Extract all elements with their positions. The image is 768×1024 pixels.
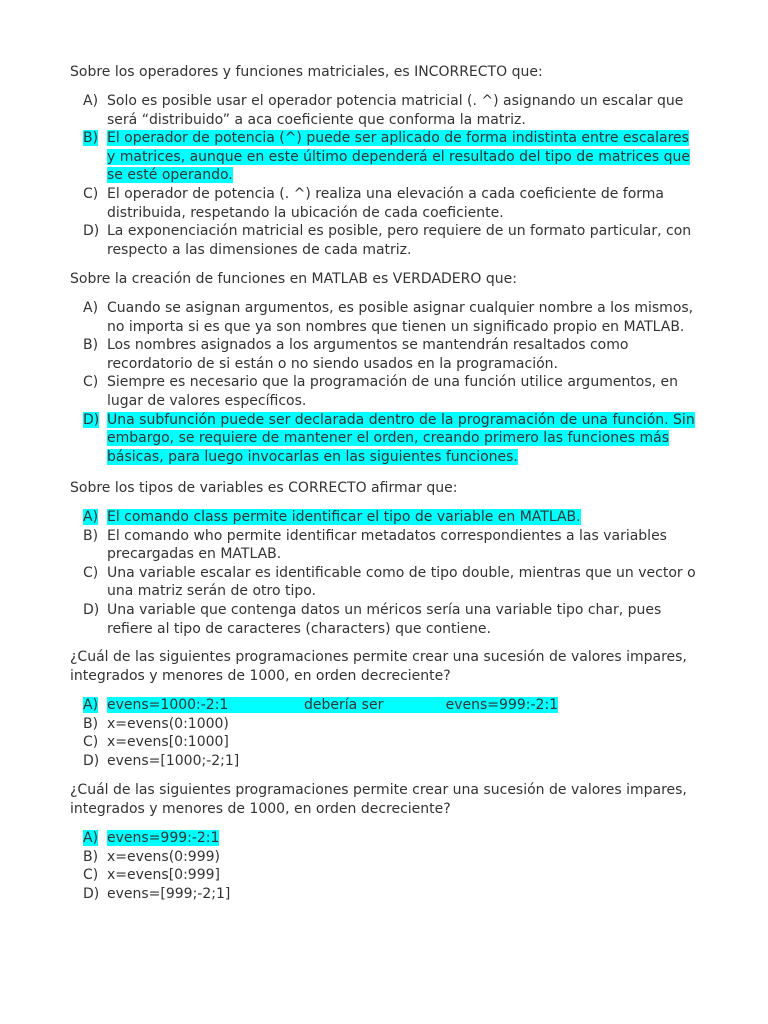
option-text bbox=[107, 336, 710, 373]
option-item bbox=[70, 696, 710, 715]
question-stem: Sobre los tipos de variables es CORRECTO afirmar que: bbox=[70, 480, 458, 496]
option-line bbox=[107, 336, 710, 355]
option-item bbox=[70, 185, 710, 222]
option-text bbox=[107, 696, 710, 715]
option-line bbox=[107, 318, 710, 337]
option-item bbox=[70, 411, 710, 467]
option-letter bbox=[70, 299, 107, 336]
option-line-text: refiere al tipo de caracteres (characters) que contiene. bbox=[107, 620, 491, 637]
option-line bbox=[107, 299, 710, 318]
option-line bbox=[107, 620, 710, 639]
option-line-text: se esté operando. bbox=[107, 167, 233, 184]
option-line bbox=[107, 885, 710, 904]
option-item bbox=[70, 373, 710, 410]
option-line bbox=[107, 129, 710, 148]
option-line bbox=[107, 241, 710, 260]
option-text bbox=[107, 866, 710, 885]
option-line-text: lugar de valores específicos. bbox=[107, 392, 307, 409]
option-letter bbox=[70, 129, 107, 185]
option-letter bbox=[70, 601, 107, 638]
option-item bbox=[70, 564, 710, 601]
option-text bbox=[107, 715, 710, 734]
option-letter-text: B) bbox=[83, 848, 99, 865]
option-letter bbox=[70, 222, 107, 259]
question-stem: Sobre la creación de funciones en MATLAB es VERDADERO que: bbox=[70, 271, 517, 287]
option-text bbox=[107, 185, 710, 222]
option-line-text: embargo, se requiere de mantener el orden, creando primero las funciones más bbox=[107, 430, 670, 447]
option-letter-text: A) bbox=[83, 830, 99, 846]
option-line-text: no importa si es que ya son nombres que tienen un significado propio en MATLAB. bbox=[107, 318, 685, 335]
option-text bbox=[107, 885, 710, 904]
option-line-text: Una variable escalar es identificable como de tipo double, mientras que un vector o bbox=[107, 564, 696, 581]
option-line bbox=[107, 508, 710, 527]
option-letter-text: A) bbox=[83, 509, 99, 525]
option-line-text: Una variable que contenga datos un méricos sería una variable tipo char, pues bbox=[107, 601, 662, 618]
option-line bbox=[107, 185, 710, 204]
option-line-text: evens=999:-2:1 bbox=[107, 830, 220, 846]
option-text bbox=[107, 564, 710, 601]
option-line bbox=[107, 752, 710, 771]
option-line bbox=[107, 545, 710, 564]
option-letter-text: B) bbox=[83, 130, 99, 147]
option-item bbox=[70, 299, 710, 336]
question-stem: ¿Cuál de las siguientes programaciones permite crear una sucesión de valores impares, integrados y menores de 1000, en orden decreciente? bbox=[70, 782, 687, 817]
option-item bbox=[70, 866, 710, 885]
option-text bbox=[107, 92, 710, 129]
option-line-text: x=evens[0:1000] bbox=[107, 734, 229, 751]
option-letter-text: A) bbox=[83, 697, 99, 713]
option-line-text: Cuando se asignan argumentos, es posible asignar cualquier nombre a los mismos, bbox=[107, 300, 694, 316]
option-letter bbox=[70, 527, 107, 564]
question-stem: Sobre los operadores y funciones matriciales, es INCORRECTO que: bbox=[70, 64, 543, 80]
question-1 bbox=[70, 63, 710, 259]
option-line bbox=[107, 373, 710, 392]
option-item bbox=[70, 829, 710, 848]
option-line-text: x=evens(0:999) bbox=[107, 848, 220, 865]
option-letter-text: D) bbox=[83, 601, 100, 618]
option-letter-text: C) bbox=[83, 867, 99, 884]
option-letter bbox=[70, 373, 107, 410]
options-list bbox=[70, 299, 710, 466]
option-letter-text: A) bbox=[83, 93, 99, 109]
option-line bbox=[107, 222, 710, 241]
option-line bbox=[107, 429, 710, 448]
option-item bbox=[70, 508, 710, 527]
option-item bbox=[70, 92, 710, 129]
option-line bbox=[107, 527, 710, 546]
option-line bbox=[107, 355, 710, 374]
option-line bbox=[107, 564, 710, 583]
option-letter bbox=[70, 411, 107, 467]
option-item bbox=[70, 752, 710, 771]
option-line bbox=[107, 411, 710, 430]
question-5 bbox=[70, 781, 710, 903]
option-letter-text: C) bbox=[83, 564, 99, 581]
option-line bbox=[107, 715, 710, 734]
option-letter-text: C) bbox=[83, 374, 99, 391]
option-letter-text: B) bbox=[83, 337, 99, 354]
option-line-text: Siempre es necesario que la programación de una función utilice argumentos, en bbox=[107, 374, 679, 391]
question-stem: ¿Cuál de las siguientes programaciones permite crear una sucesión de valores impares, integrados y menores de 1000, en orden decreciente? bbox=[70, 649, 687, 684]
option-letter bbox=[70, 885, 107, 904]
option-text bbox=[107, 848, 710, 867]
option-item bbox=[70, 715, 710, 734]
option-line bbox=[107, 601, 710, 620]
question-2 bbox=[70, 270, 710, 466]
option-item bbox=[70, 848, 710, 867]
options-list bbox=[70, 829, 710, 903]
option-letter-text: D) bbox=[83, 885, 100, 902]
option-letter bbox=[70, 733, 107, 752]
option-line-text: El comando class permite identificar el tipo de variable en MATLAB. bbox=[107, 509, 581, 525]
option-line bbox=[107, 204, 710, 223]
question-3 bbox=[70, 479, 710, 638]
option-line-text: precargadas en MATLAB. bbox=[107, 546, 282, 563]
option-line-text: El operador de potencia (^) puede ser aplicado de forma indistinta entre escalares bbox=[107, 130, 689, 147]
option-letter bbox=[70, 848, 107, 867]
option-line-text: Una subfunción puede ser declarada dentro de la programación de una función. Sin bbox=[107, 411, 695, 428]
option-line-text: evens=1000:-2:1 debería ser evens=999:-2:1 bbox=[107, 697, 559, 713]
option-line-text: y matrices, aunque en este último dependerá el resultado del tipo de matrices que bbox=[107, 148, 690, 165]
option-text bbox=[107, 508, 710, 527]
option-letter-text: D) bbox=[83, 752, 100, 769]
option-line bbox=[107, 166, 710, 185]
option-letter bbox=[70, 564, 107, 601]
option-item bbox=[70, 601, 710, 638]
option-text bbox=[107, 299, 710, 336]
options-list bbox=[70, 696, 710, 770]
option-letter-text: B) bbox=[83, 715, 99, 732]
option-letter bbox=[70, 185, 107, 222]
option-line-text: recordatorio de si están o no siendo usados en la programación. bbox=[107, 355, 558, 372]
option-letter-text: D) bbox=[83, 223, 100, 240]
option-item bbox=[70, 222, 710, 259]
option-item bbox=[70, 885, 710, 904]
option-text bbox=[107, 829, 710, 848]
option-line-text: Los nombres asignados a los argumentos se mantendrán resaltados como bbox=[107, 337, 629, 354]
option-line bbox=[107, 582, 710, 601]
option-letter bbox=[70, 752, 107, 771]
option-letter-text: C) bbox=[83, 734, 99, 751]
options-list bbox=[70, 92, 710, 259]
option-item bbox=[70, 733, 710, 752]
option-line-text: El comando who permite identificar metadatos correspondientes a las variables bbox=[107, 527, 667, 544]
option-item bbox=[70, 129, 710, 185]
option-text bbox=[107, 222, 710, 259]
option-text bbox=[107, 527, 710, 564]
option-letter-text: D) bbox=[83, 411, 100, 428]
option-letter bbox=[70, 92, 107, 129]
option-line-text: x=evens[0:999] bbox=[107, 867, 220, 884]
option-line-text: una matriz serán de otro tipo. bbox=[107, 583, 316, 600]
option-line-text: evens=[999;-2;1] bbox=[107, 885, 231, 902]
option-text bbox=[107, 752, 710, 771]
option-text bbox=[107, 129, 710, 185]
option-text bbox=[107, 373, 710, 410]
option-text bbox=[107, 733, 710, 752]
option-letter bbox=[70, 829, 107, 848]
option-letter bbox=[70, 508, 107, 527]
options-list bbox=[70, 508, 710, 638]
option-text bbox=[107, 601, 710, 638]
option-letter-text: A) bbox=[83, 300, 99, 316]
option-letter-text: B) bbox=[83, 527, 99, 544]
option-line-text: El operador de potencia (. ^) realiza una elevación a cada coeficiente de forma bbox=[107, 185, 664, 202]
option-line-text: básicas, para luego invocarlas en las siguientes funciones. bbox=[107, 448, 518, 465]
option-line bbox=[107, 92, 710, 111]
option-line bbox=[107, 733, 710, 752]
option-line-text: Solo es posible usar el operador potencia matricial (. ^) asignando un escalar que bbox=[107, 93, 684, 109]
option-item bbox=[70, 527, 710, 564]
option-line-text: La exponenciación matricial es posible, pero requiere de un formato particular, con bbox=[107, 223, 692, 240]
question-4 bbox=[70, 648, 710, 770]
option-line-text: respecto a las dimensiones de cada matriz. bbox=[107, 241, 412, 258]
option-line bbox=[107, 392, 710, 411]
option-line bbox=[107, 866, 710, 885]
option-letter bbox=[70, 866, 107, 885]
option-line-text: será “distribuido” a aca coeficiente que conforma la matriz. bbox=[107, 111, 526, 128]
option-letter bbox=[70, 715, 107, 734]
option-line-text: x=evens(0:1000) bbox=[107, 715, 229, 732]
option-line bbox=[107, 111, 710, 130]
option-line bbox=[107, 696, 710, 715]
option-letter bbox=[70, 336, 107, 373]
option-letter-text: C) bbox=[83, 185, 99, 202]
option-line-text: distribuida, respetando la ubicación de cada coeficiente. bbox=[107, 204, 504, 221]
option-line bbox=[107, 848, 710, 867]
option-item bbox=[70, 336, 710, 373]
option-line bbox=[107, 829, 710, 848]
option-line bbox=[107, 448, 710, 467]
option-text bbox=[107, 411, 710, 467]
option-line-text: evens=[1000;-2;1] bbox=[107, 752, 240, 769]
option-line bbox=[107, 148, 710, 167]
option-letter bbox=[70, 696, 107, 715]
